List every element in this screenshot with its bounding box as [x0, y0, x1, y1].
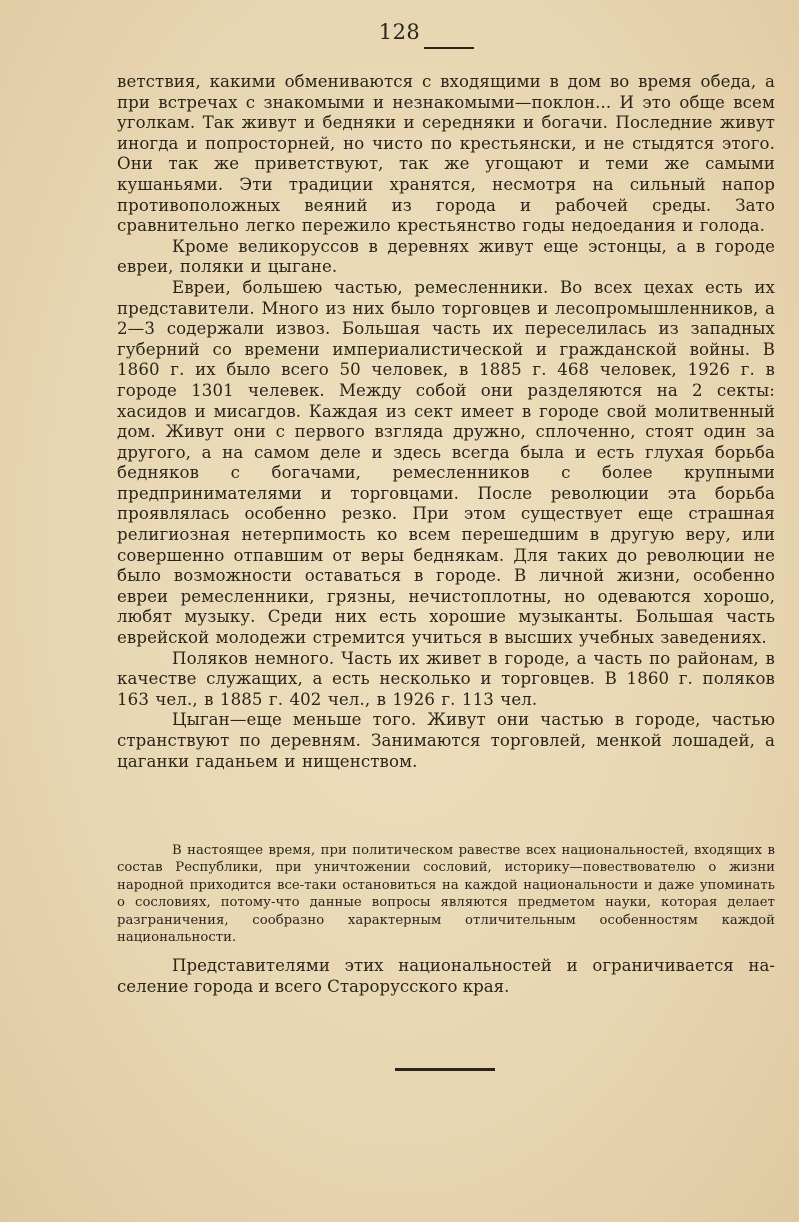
end-of-chapter-rule	[395, 1068, 495, 1071]
paragraph-nationalities: Кроме великоруссов в деревнях живут еще эстонцы, а в городе евреи, поляки и цыгане.	[117, 236, 775, 277]
closing-text: Представителями этих национальностей и ограничивается население города и всего Старорусского края.	[117, 956, 775, 996]
paragraph-continuation: ветствия, какими обмениваются с входящими в дом во время обеда, а при встречах с знакомыми и незнакомыми—поклон... И это обще всем уголкам. Так живут и бедняки и середняки и богачи. Последние живут иногда и попросторней, но чисто по крестьянски, и не стыдятся этого. Они так же приветствуют, так же угощают и теми же самыми кушаньями. Эти традиции хранятся, несмотря на сильный напор противоположных веяний из города и рабочей среды. Зато сравнительно легко пережило крестьянство годы недоедания и голода.	[117, 72, 775, 236]
main-text	[117, 72, 775, 772]
page-number: 128	[378, 20, 421, 44]
closing-paragraph	[117, 955, 775, 997]
footnote	[117, 842, 775, 946]
paragraph-poles: Поляков немного. Часть их живет в городе, а часть по районам, в качестве служащих, а есть несколько и торговцев. В 1860 г. поляков 163 чел., в 1885 г. 402 чел., в 1926 г. 113 чел.	[117, 648, 775, 709]
paragraph-jews: Евреи, большею частью, ремесленники. Во всех цехах есть их представители. Много из них было торговцев и лесопромышленников, а 2—3 содержали извоз. Большая часть их переселилась из западных губерний со времени империалистической и гражданской войны. В 1860 г. их было всего 50 человек, в 1885 г. 468 человек, 1926 г. в городе 1301 челевек. Между собой они разделяются на 2 секты: хасидов и мисагдов. Каждая из сект имеет в городе свой молитвенный дом. Живут они с первого взгляда дружно, сплоченно, стоят один за другого, а на самом деле и здесь всегда была и есть глухая борьба бедняков с богачами, ремесленников с более крупными предпринимателями и торговцами. После революции эта борьба проявлялась особенно резко. При этом существует еще страшная религиозная нетерпимость ко всем перешедшим в другую веру, или совершенно отпавшим от веры беднякам. Для таких до революции не было возможности оставаться в городе. В личной жизни, особенно евреи ремесленники, грязны, нечистоплотны, но одеваются хорошо, любят музыку. Среди них есть хорошие музыканты. Большая часть еврейской молодежи стремится учиться в высших учебных заведениях.	[117, 277, 775, 648]
paragraph-gypsies: Цыган—еще меньше того. Живут они частью в городе, частью странствуют по деревням. Занимаются торговлей, менкой лошадей, а цаганки гаданьем и нищенством.	[117, 710, 775, 771]
footnote-text: В настоящее время, при политическом равестве всех национальностей, входящих в состав Республики, при уничтожении сословий, историку—повествователю о жизни народной приходится все-таки остановиться на каждой национальности и даже упоминать о сословиях, потому-что данные вопросы являются предметом науки, которая делает разграничения, сообразно характерным отличительным особенностям каждой национальности.	[117, 843, 775, 946]
page-number-underline	[424, 47, 474, 49]
